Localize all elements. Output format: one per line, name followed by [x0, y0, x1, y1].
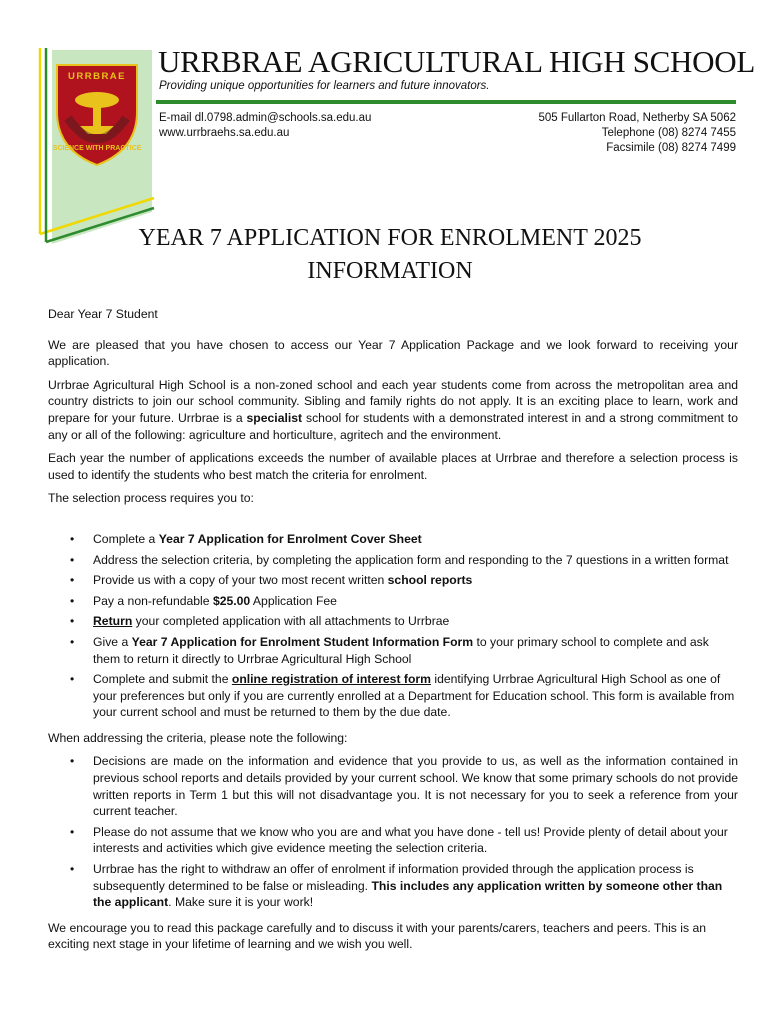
paragraph-about-school: Urrbrae Agricultural High School is a non-zoned school and each year students come from across the metropolitan area and country districts to join our school community. Sibling and family rights do not apply. It is an exciting place to learn, work and prepare for your future. Urrbrae is a specialist school for students with a demonstrated interest in and a strong commitment to any or all of the following: agriculture and horticulture, agritech and the environment.: [48, 377, 738, 442]
email-address: E-mail dl.0798.admin@schools.sa.edu.au: [159, 112, 372, 124]
paragraph-selection: Each year the number of applications exceeds the number of available places at Urrbrae and therefore a selection process is used to identify the students who best match the criteria for enrolment.: [48, 451, 738, 482]
list-item: • Pay a non-refundable $25.00 Application Fee: [70, 593, 337, 608]
crest-top-text: URRBRAE: [68, 71, 126, 82]
paragraph-requirements: The selection process requires you to:: [48, 491, 254, 506]
list-item: • Provide us with a copy of your two most recent written school reports: [70, 573, 473, 588]
document-title: [0, 222, 770, 288]
list-item: • Give a Year 7 Application for Enrolment Student Information Form to your primary school to complete and ask them to return it directly to Urrbrae Agricultural High School: [70, 634, 709, 666]
salutation: Dear Year 7 Student: [48, 307, 158, 321]
criteria-notes-list: [48, 753, 738, 910]
list-item: • Complete and submit the online registration of interest form identifying Urrbrae Agricultural High School as one of your preferences but only if you are currently enrolled at a Department for Education school. This form is available from your current school and must be returned to them by the due date.: [70, 672, 735, 720]
list-item: • Address the selection criteria, by completing the application form and responding to the 7 questions in a written format: [70, 552, 729, 567]
school-name: URRBRAE AGRICULTURAL HIGH SCHOOL: [158, 44, 755, 79]
paragraph-closing: We encourage you to read this package carefully and to discuss it with your parents/carers, teachers and peers. This is an exciting next stage in your lifetime of learning and we wish you well.: [48, 920, 707, 952]
website-address: www.urrbraehs.sa.edu.au: [159, 127, 290, 139]
crest-motto: SCIENCE WITH PRACTICE: [52, 145, 142, 152]
title-line-1: YEAR 7 APPLICATION FOR ENROLMENT 2025: [138, 225, 642, 251]
contact-left: [159, 111, 371, 141]
list-item: • Complete a Year 7 Application for Enrolment Cover Sheet: [70, 531, 422, 546]
list-item: • Urrbrae has the right to withdraw an offer of enrolment if information provided through the application process is subsequently determined to be false or misleading. This includes any application written by someone other than the applicant. Make sure it is your work!: [70, 862, 723, 910]
street-address: 505 Fullarton Road, Netherby SA 5062: [538, 112, 736, 124]
list-item: • Return your completed application with all attachments to Urrbrae: [70, 614, 450, 629]
school-tagline: Providing unique opportunities for learners and future innovators.: [159, 80, 490, 92]
list-item: • Decisions are made on the information and evidence that you provide to us, as well as the information contained in previous school reports and details provided by your current school. We know that some primary schools do not provide written reports in Term 1 but this will not disadvantage you. It is not necessary for you to seek a reference from your current teacher.: [70, 754, 738, 819]
requirements-list: [48, 531, 738, 721]
list-item: • Please do not assume that we know who you are and what you have done - tell us! Provide plenty of detail about your interests and activities which give evidence meeting the selection criteria.: [70, 824, 728, 856]
header-divider: [156, 100, 736, 104]
contact-right: [538, 111, 736, 156]
telephone-number: Telephone (08) 8274 7455: [601, 127, 736, 139]
paragraph-intro: We are pleased that you have chosen to access our Year 7 Application Package and we look forward to receiving your application.: [48, 337, 738, 369]
letter-body: [48, 306, 738, 960]
paragraph-criteria-notes: When addressing the criteria, please note the following:: [48, 730, 348, 745]
school-logo-banner: [0, 0, 160, 260]
title-line-2: INFORMATION: [307, 258, 473, 284]
facsimile-number: Facsimile (08) 8274 7499: [606, 142, 736, 154]
